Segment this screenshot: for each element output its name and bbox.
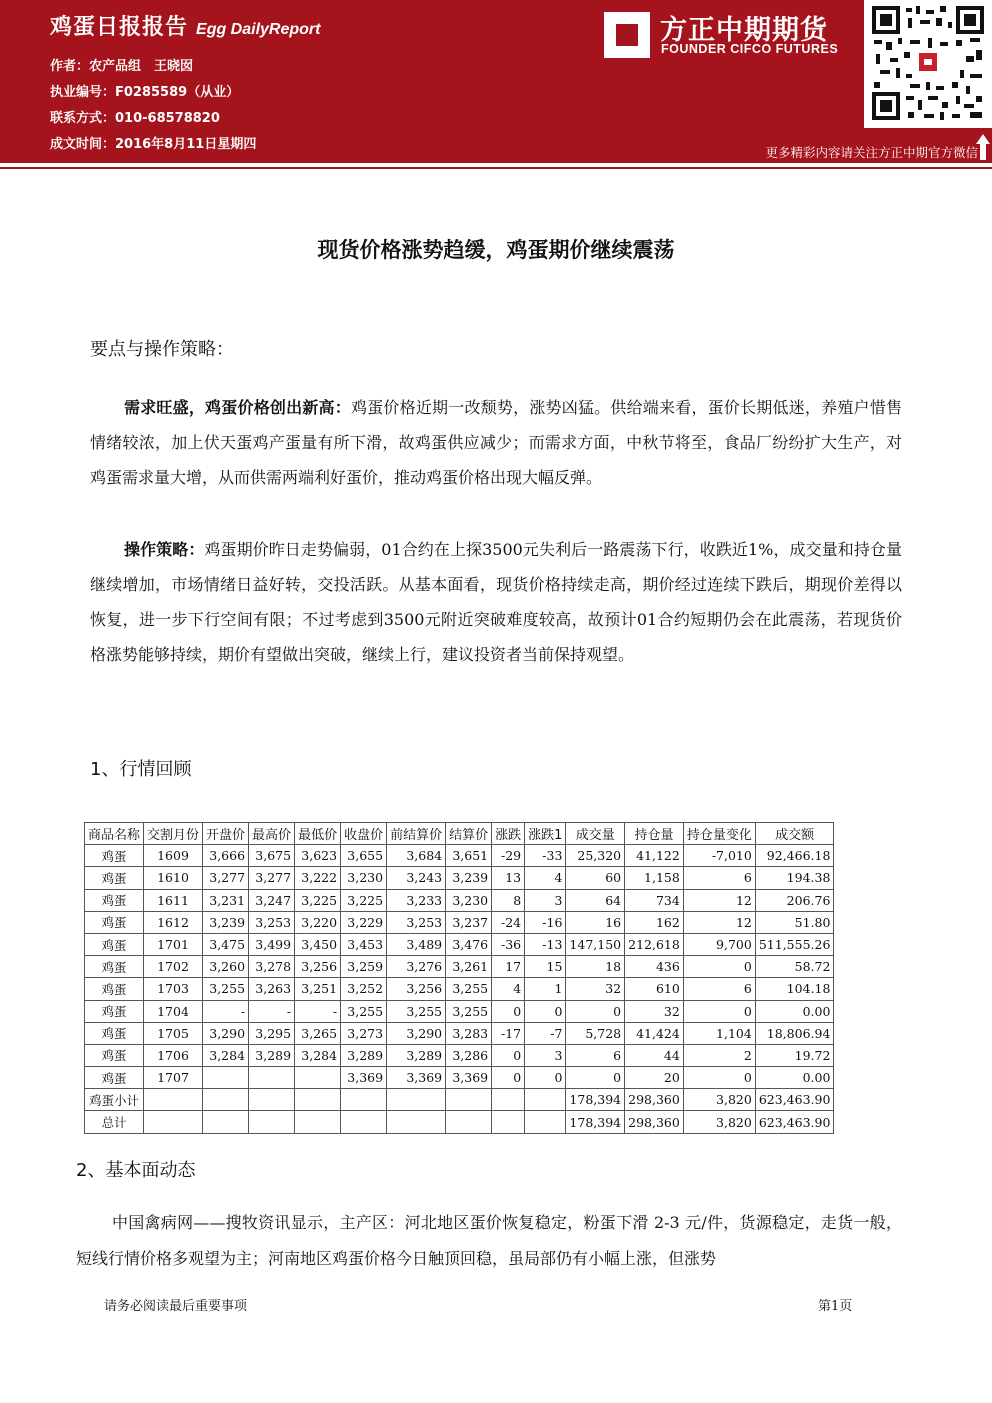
table-cell — [341, 1111, 387, 1133]
table-cell: 3,255 — [203, 978, 249, 1000]
paragraph-demand — [90, 390, 902, 495]
table-row — [85, 867, 834, 889]
table-cell — [295, 1067, 341, 1089]
table-cell: 3,243 — [387, 867, 446, 889]
table-cell: 1706 — [144, 1044, 203, 1066]
table-cell: 3,453 — [341, 933, 387, 955]
table-cell: - — [249, 1000, 295, 1022]
table-cell: 623,463.90 — [755, 1111, 834, 1133]
table-cell: 147,150 — [566, 933, 625, 955]
table-header-cell: 持仓量变化 — [683, 823, 755, 845]
paragraph-strategy-body: 鸡蛋期价昨日走势偏弱，01合约在上探3500元失利后一路震荡下行，收跌近1%，成交量和持仓量继续增加，市场情绪日益好转，交投活跃。从基本面看，现货价格持续走高，期价经过连续下跌后，期现价差得以恢复，进一步下行空间有限；不过考虑到3500元附近突破难度较高，故预计01合约短期仍会在此震荡，若现货价格涨势能够持续，期价有望做出突破，继续上行，建议投资者当前保持观望。 — [90, 540, 902, 664]
table-cell — [525, 1089, 566, 1111]
table-cell: 0 — [525, 1000, 566, 1022]
table-cell: 3,253 — [249, 911, 295, 933]
table-cell: - — [203, 1000, 249, 1022]
table-cell: 1705 — [144, 1022, 203, 1044]
table-header-cell: 成交额 — [755, 823, 834, 845]
table-cell: 3,230 — [341, 867, 387, 889]
table-cell: 178,394 — [566, 1111, 625, 1133]
table-cell: 0 — [525, 1067, 566, 1089]
page-number: 第1页 — [818, 1299, 853, 1314]
table-cell: -13 — [525, 933, 566, 955]
table-cell: 3,255 — [387, 1000, 446, 1022]
table-cell: -24 — [492, 911, 525, 933]
table-cell — [203, 1089, 249, 1111]
table-cell: 12 — [683, 889, 755, 911]
table-cell — [295, 1111, 341, 1133]
table-row — [85, 978, 834, 1000]
table-cell: 3,289 — [387, 1044, 446, 1066]
paragraph-fundamentals: 中国禽病网——搜牧资讯显示，主产区：河北地区蛋价恢复稳定，粉蛋下滑 2-3 元/件，货源稳定，走货一般，短线行情价格多观望为主；河南地区鸡蛋价格今日触顶回稳，虽局部仍有小幅上涨，但涨势 — [76, 1213, 902, 1268]
table-cell: 鸡蛋 — [85, 933, 144, 955]
table-cell: 鸡蛋 — [85, 1044, 144, 1066]
table-cell: -36 — [492, 933, 525, 955]
table-row — [85, 1044, 834, 1066]
table-cell — [203, 1067, 249, 1089]
table-cell: 0 — [566, 1000, 625, 1022]
table-cell: -7 — [525, 1022, 566, 1044]
summary-heading: 要点与操作策略： — [90, 339, 234, 360]
table-cell: -17 — [492, 1022, 525, 1044]
table-cell: 18 — [566, 956, 625, 978]
table-cell: 鸡蛋 — [85, 1000, 144, 1022]
table-cell: 3,369 — [446, 1067, 492, 1089]
document-title: 现货价格涨势趋缓，鸡蛋期价继续震荡 — [317, 238, 675, 262]
paragraph-demand-lead: 需求旺盛，鸡蛋价格创出新高： — [124, 398, 351, 417]
table-cell: 1704 — [144, 1000, 203, 1022]
table-cell: 3,286 — [446, 1044, 492, 1066]
table-cell: 5,728 — [566, 1022, 625, 1044]
table-cell: 3,231 — [203, 889, 249, 911]
table-cell: 6 — [566, 1044, 625, 1066]
table-header-cell: 成交量 — [566, 823, 625, 845]
table-cell: 9,700 — [683, 933, 755, 955]
table-cell: 51.80 — [755, 911, 834, 933]
table-cell: 0 — [683, 956, 755, 978]
follow-wechat-note: 更多精彩内容请关注方正中期官方微信 — [765, 145, 978, 160]
table-row — [85, 956, 834, 978]
table-row — [85, 845, 834, 867]
table-cell: 298,360 — [625, 1111, 684, 1133]
table-row — [85, 1000, 834, 1022]
table-cell: - — [295, 1000, 341, 1022]
table-cell: 0 — [683, 1067, 755, 1089]
table-cell — [203, 1111, 249, 1133]
table-cell: 3,255 — [446, 1000, 492, 1022]
table-cell: 3,225 — [341, 889, 387, 911]
table-header-cell: 商品名称 — [85, 823, 144, 845]
section-market-review: 1、行情回顾 — [90, 759, 192, 780]
paragraph-strategy — [90, 532, 902, 672]
table-cell — [341, 1089, 387, 1111]
author-line: 作者：农产品组 王晓囡 — [50, 59, 194, 74]
table-row — [85, 1089, 834, 1111]
table-cell: 162 — [625, 911, 684, 933]
table-cell: 623,463.90 — [755, 1089, 834, 1111]
table-cell: 3,229 — [341, 911, 387, 933]
table-cell: 194.38 — [755, 867, 834, 889]
table-cell: 3,369 — [341, 1067, 387, 1089]
table-cell: 3,220 — [295, 911, 341, 933]
table-cell: 1609 — [144, 845, 203, 867]
table-cell: 92,466.18 — [755, 845, 834, 867]
table-cell — [249, 1111, 295, 1133]
table-cell: 20 — [625, 1067, 684, 1089]
table-cell: 4 — [492, 978, 525, 1000]
table-cell — [387, 1089, 446, 1111]
table-row — [85, 889, 834, 911]
table-cell: 鸡蛋 — [85, 1022, 144, 1044]
table-cell: 1,158 — [625, 867, 684, 889]
table-row — [85, 1067, 834, 1089]
qr-code-icon — [864, 0, 992, 128]
table-cell: 58.72 — [755, 956, 834, 978]
table-cell: 0 — [492, 1067, 525, 1089]
table-cell: 3,256 — [295, 956, 341, 978]
table-header-row — [85, 823, 834, 845]
company-logo — [604, 8, 854, 60]
table-cell: 总计 — [85, 1111, 144, 1133]
table-cell: 6 — [683, 867, 755, 889]
table-cell: 1610 — [144, 867, 203, 889]
table-cell: 3,237 — [446, 911, 492, 933]
table-cell: 25,320 — [566, 845, 625, 867]
table-cell: 0.00 — [755, 1067, 834, 1089]
section-fundamentals: 2、基本面动态 — [76, 1160, 196, 1181]
table-cell: 19.72 — [755, 1044, 834, 1066]
table-cell — [295, 1089, 341, 1111]
table-cell: 1707 — [144, 1067, 203, 1089]
table-cell: 鸡蛋 — [85, 978, 144, 1000]
table-cell: 16 — [566, 911, 625, 933]
table-cell: 3,256 — [387, 978, 446, 1000]
table-cell: 3 — [525, 1044, 566, 1066]
table-cell: 3,820 — [683, 1089, 755, 1111]
table-cell: 41,424 — [625, 1022, 684, 1044]
table-cell: 鸡蛋 — [85, 867, 144, 889]
table-cell: 鸡蛋 — [85, 845, 144, 867]
table-cell: 3,489 — [387, 933, 446, 955]
table-cell: 3,277 — [249, 867, 295, 889]
table-cell: 3,655 — [341, 845, 387, 867]
table-cell: 1703 — [144, 978, 203, 1000]
table-cell: 104.18 — [755, 978, 834, 1000]
table-cell: 3,290 — [203, 1022, 249, 1044]
table-cell: 1 — [525, 978, 566, 1000]
table-cell: 60 — [566, 867, 625, 889]
table-cell: 6 — [683, 978, 755, 1000]
logo-mark-icon — [604, 12, 650, 58]
report-title: 鸡蛋日报报告 Egg DailyReport — [50, 15, 321, 40]
table-cell: 3,651 — [446, 845, 492, 867]
table-cell: 3,259 — [341, 956, 387, 978]
table-header-cell: 涨跌1 — [525, 823, 566, 845]
table-cell: 鸡蛋 — [85, 956, 144, 978]
table-cell: 鸡蛋 — [85, 889, 144, 911]
arrow-up-icon — [976, 134, 990, 160]
table-header-cell: 收盘价 — [341, 823, 387, 845]
table-cell: 3,623 — [295, 845, 341, 867]
logo-name-cn: 方正中期期货 — [660, 15, 828, 46]
table-cell: 3,475 — [203, 933, 249, 955]
table-row — [85, 933, 834, 955]
table-cell: -16 — [525, 911, 566, 933]
table-cell — [446, 1111, 492, 1133]
table-cell: 3,666 — [203, 845, 249, 867]
table-cell: 17 — [492, 956, 525, 978]
table-cell — [249, 1067, 295, 1089]
table-cell: 鸡蛋小计 — [85, 1089, 144, 1111]
table-cell: 3,295 — [249, 1022, 295, 1044]
table-cell: 3,283 — [446, 1022, 492, 1044]
table-header-cell: 开盘价 — [203, 823, 249, 845]
table-cell: 32 — [566, 978, 625, 1000]
table-cell: -7,010 — [683, 845, 755, 867]
table-cell: 鸡蛋 — [85, 1067, 144, 1089]
table-cell: 3,476 — [446, 933, 492, 955]
table-cell: 1701 — [144, 933, 203, 955]
table-cell: 436 — [625, 956, 684, 978]
table-cell: 3,261 — [446, 956, 492, 978]
table-cell: 2 — [683, 1044, 755, 1066]
table-cell: 3,450 — [295, 933, 341, 955]
table-header-cell: 前结算价 — [387, 823, 446, 845]
table-header-cell: 最低价 — [295, 823, 341, 845]
quotes-table — [84, 822, 834, 1134]
table-cell: 3,247 — [249, 889, 295, 911]
table-cell: 3,265 — [295, 1022, 341, 1044]
table-header-cell: 持仓量 — [625, 823, 684, 845]
table-cell — [144, 1111, 203, 1133]
table-cell: -29 — [492, 845, 525, 867]
table-cell: 3,225 — [295, 889, 341, 911]
table-cell — [525, 1111, 566, 1133]
table-header-cell: 涨跌 — [492, 823, 525, 845]
table-cell: -33 — [525, 845, 566, 867]
table-cell — [387, 1111, 446, 1133]
table-cell: 3,289 — [341, 1044, 387, 1066]
table-cell — [492, 1089, 525, 1111]
table-row — [85, 1111, 834, 1133]
footer-disclaimer-note: 请务必阅读最后重要事项 — [104, 1299, 248, 1314]
table-cell: 32 — [625, 1000, 684, 1022]
report-header — [0, 0, 992, 163]
table-cell: 64 — [566, 889, 625, 911]
table-row — [85, 1022, 834, 1044]
table-cell: 18,806.94 — [755, 1022, 834, 1044]
table-cell: 3,273 — [341, 1022, 387, 1044]
table-cell: 3,251 — [295, 978, 341, 1000]
table-cell: 3,684 — [387, 845, 446, 867]
date-line: 成文时间：2016年8月11日星期四 — [50, 137, 257, 152]
table-cell: 4 — [525, 867, 566, 889]
table-cell: 13 — [492, 867, 525, 889]
table-cell: 298,360 — [625, 1089, 684, 1111]
table-cell: 3,233 — [387, 889, 446, 911]
table-row — [85, 911, 834, 933]
table-header-cell: 最高价 — [249, 823, 295, 845]
contact-line: 联系方式：010-68578820 — [50, 111, 220, 126]
table-cell: 3,499 — [249, 933, 295, 955]
table-cell: 212,618 — [625, 933, 684, 955]
table-cell: 178,394 — [566, 1089, 625, 1111]
header-divider — [0, 167, 992, 169]
table-cell: 3,290 — [387, 1022, 446, 1044]
table-cell: 3,276 — [387, 956, 446, 978]
table-cell: 1611 — [144, 889, 203, 911]
table-cell: 1612 — [144, 911, 203, 933]
table-cell: 3,675 — [249, 845, 295, 867]
table-cell: 511,555.26 — [755, 933, 834, 955]
table-header-cell: 交割月份 — [144, 823, 203, 845]
table-cell — [446, 1089, 492, 1111]
table-cell: 15 — [525, 956, 566, 978]
table-cell: 3,284 — [203, 1044, 249, 1066]
table-cell: 8 — [492, 889, 525, 911]
table-cell: 3,222 — [295, 867, 341, 889]
table-cell: 3,820 — [683, 1111, 755, 1133]
table-cell: 0 — [683, 1000, 755, 1022]
table-cell: 44 — [625, 1044, 684, 1066]
table-cell: 1,104 — [683, 1022, 755, 1044]
paragraph-demand-body: 鸡蛋价格近期一改颓势，涨势凶猛。供给端来看，蛋价长期低迷，养殖户惜售情绪较浓，加上伏天蛋鸡产蛋量有所下滑，故鸡蛋供应减少；而需求方面，中秋节将至，食品厂纷纷扩大生产，对鸡蛋需求量大增，从而供需两端利好蛋价，推动鸡蛋价格出现大幅反弹。 — [90, 398, 902, 487]
table-cell: 3,277 — [203, 867, 249, 889]
table-cell: 3,284 — [295, 1044, 341, 1066]
license-line: 执业编号：F0285589（从业） — [50, 85, 240, 100]
table-cell: 3,260 — [203, 956, 249, 978]
table-cell: 3,369 — [387, 1067, 446, 1089]
table-cell: 鸡蛋 — [85, 911, 144, 933]
table-cell: 3,239 — [446, 867, 492, 889]
table-cell: 0 — [566, 1067, 625, 1089]
table-cell: 734 — [625, 889, 684, 911]
table-cell: 3,278 — [249, 956, 295, 978]
table-cell: 3,255 — [446, 978, 492, 1000]
table-cell: 41,122 — [625, 845, 684, 867]
table-cell: 3,239 — [203, 911, 249, 933]
table-cell: 3,263 — [249, 978, 295, 1000]
table-cell: 3 — [525, 889, 566, 911]
table-cell: 3,255 — [341, 1000, 387, 1022]
table-cell: 3,253 — [387, 911, 446, 933]
paragraph-strategy-lead: 操作策略： — [124, 540, 205, 559]
table-cell — [144, 1089, 203, 1111]
table-cell: 3,252 — [341, 978, 387, 1000]
table-cell: 0.00 — [755, 1000, 834, 1022]
table-cell: 206.76 — [755, 889, 834, 911]
table-cell: 610 — [625, 978, 684, 1000]
table-cell — [492, 1111, 525, 1133]
table-cell: 12 — [683, 911, 755, 933]
table-cell: 3,289 — [249, 1044, 295, 1066]
table-cell: 3,230 — [446, 889, 492, 911]
table-cell: 0 — [492, 1044, 525, 1066]
logo-name-en: FOUNDER CIFCO FUTURES — [661, 42, 839, 56]
table-cell: 0 — [492, 1000, 525, 1022]
table-cell: 1702 — [144, 956, 203, 978]
table-header-cell: 结算价 — [446, 823, 492, 845]
table-cell — [249, 1089, 295, 1111]
